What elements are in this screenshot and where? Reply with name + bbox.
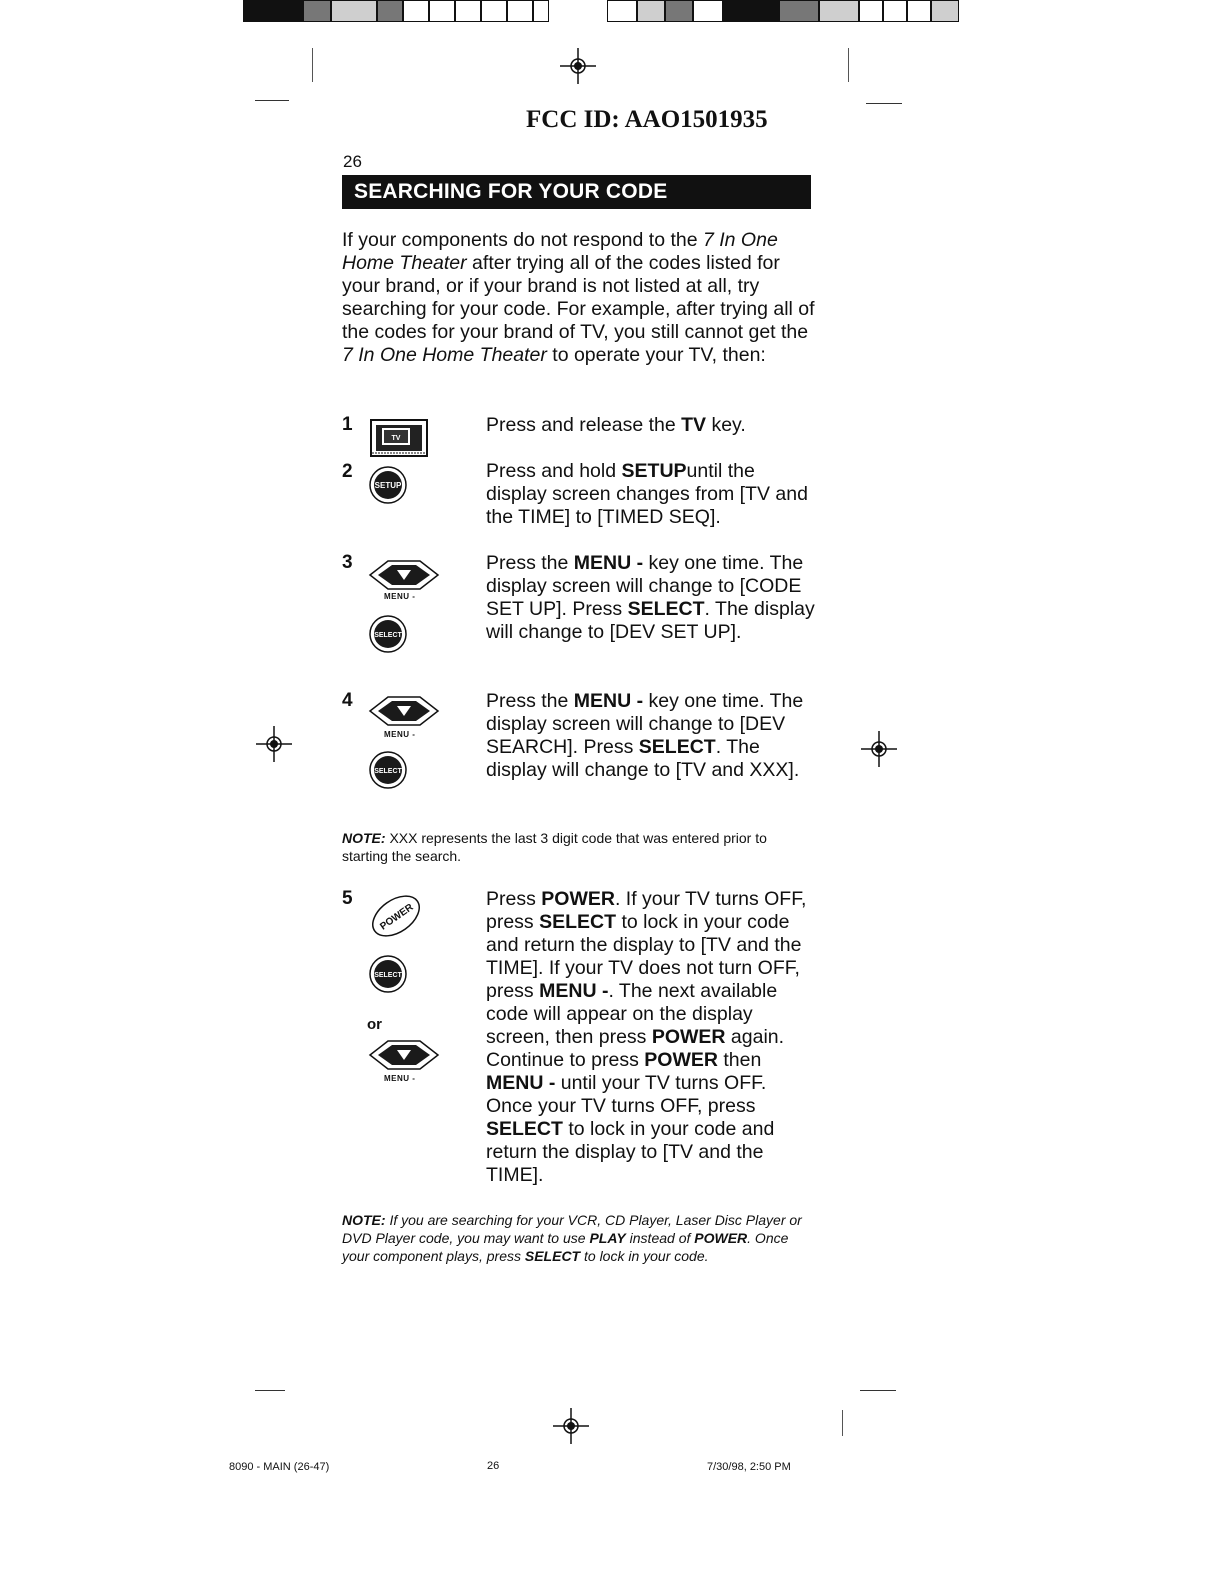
select-button-icon bbox=[368, 750, 408, 790]
trim-mark bbox=[848, 48, 849, 82]
power-button-icon bbox=[366, 892, 426, 940]
trim-mark bbox=[842, 1410, 843, 1436]
intro-text: after trying all of the codes listed for your brand, or if your brand is not listed at all, try searching for your code. For example, after trying all of the codes for your brand of TV, you still cannot get the bbox=[342, 252, 815, 343]
intro-text: If your components do not respond to the bbox=[342, 229, 703, 251]
section-title: SEARCHING FOR YOUR CODE bbox=[342, 175, 811, 209]
trim-mark bbox=[312, 48, 313, 82]
page-number: 26 bbox=[343, 152, 362, 171]
svg-text:SELECT: SELECT bbox=[374, 768, 402, 775]
step-3-text: Press the MENU - key one time. The display screen will change to [CODE SET UP]. Press SELECT. The display will change to [DEV SET UP]. bbox=[486, 552, 815, 643]
intro-paragraph bbox=[342, 229, 822, 367]
registration-crosshair-icon bbox=[254, 724, 294, 764]
registration-bar-right bbox=[607, 0, 959, 22]
step-number: 4 bbox=[342, 690, 353, 711]
menu-caption: MENU - bbox=[384, 592, 416, 601]
trim-mark bbox=[860, 1390, 896, 1391]
svg-text:SELECT: SELECT bbox=[374, 972, 402, 979]
footer-timestamp: 7/30/98, 2:50 PM bbox=[707, 1461, 791, 1473]
step-4-text: Press the MENU - key one time. The display screen will change to [DEV SEARCH]. Press SELECT. The display will change to [TV and XXX]. bbox=[486, 690, 804, 781]
trim-mark bbox=[255, 1390, 285, 1391]
svg-text:SELECT: SELECT bbox=[374, 632, 402, 639]
step-number: 2 bbox=[342, 461, 353, 482]
product-name: 7 In One Home Theater bbox=[342, 229, 778, 274]
step-number: 3 bbox=[342, 552, 353, 573]
menu-caption: MENU - bbox=[384, 1074, 416, 1083]
trim-mark bbox=[255, 100, 289, 101]
intro-text: to operate your TV, then: bbox=[546, 344, 766, 366]
trim-mark bbox=[866, 103, 902, 104]
svg-text:POWER: POWER bbox=[378, 901, 416, 933]
registration-crosshair-icon bbox=[551, 1406, 591, 1446]
fcc-id: FCC ID: AAO1501935 bbox=[526, 106, 768, 133]
step-number: 5 bbox=[342, 888, 353, 909]
tv-key-icon bbox=[370, 419, 428, 457]
menu-minus-button-icon bbox=[366, 694, 442, 728]
note-1: NOTE: XXX represents the last 3 digit code that was entered prior to starting the search. bbox=[342, 830, 767, 864]
product-name: 7 In One Home Theater bbox=[342, 344, 547, 366]
select-button-icon bbox=[368, 954, 408, 994]
step-number: 1 bbox=[342, 414, 353, 435]
step-2-text: Press and hold SETUPuntil the display screen changes from [TV and the TIME] to [TIMED SEQ]. bbox=[486, 460, 808, 528]
menu-minus-button-icon bbox=[366, 558, 442, 592]
or-label: or bbox=[367, 1016, 382, 1033]
step-1-text: Press and release the TV key. bbox=[486, 414, 746, 436]
footer-file-name: 8090 - MAIN (26-47) bbox=[229, 1461, 330, 1473]
step-5-text: Press POWER. If your TV turns OFF, press SELECT to lock in your code and return the display to [TV and the TIME]. If your TV does not turn OFF, press MENU -. The next available code will appear on the display screen, then press POWER again. Continue to press POWER then MENU - until your TV turns OFF. Once your TV turns OFF, press SELECT to lock in your code and return the display to [TV and the TIME]. bbox=[486, 888, 807, 1186]
note-2: NOTE: If you are searching for your VCR, CD Player, Laser Disc Player or DVD Player code, you may want to use PLAY instead of POWER. Once your component plays, press SELECT to lock in your code. bbox=[342, 1212, 802, 1264]
menu-minus-button-icon bbox=[366, 1038, 442, 1072]
menu-caption: MENU - bbox=[384, 730, 416, 739]
svg-text:TV: TV bbox=[391, 435, 401, 442]
footer-page-number: 26 bbox=[487, 1460, 500, 1472]
select-button-icon bbox=[368, 614, 408, 654]
registration-bar-left bbox=[243, 0, 549, 22]
registration-crosshair-icon bbox=[558, 46, 598, 86]
svg-text:SETUP: SETUP bbox=[374, 481, 402, 490]
setup-button-icon bbox=[368, 465, 408, 505]
registration-crosshair-icon bbox=[859, 729, 899, 769]
